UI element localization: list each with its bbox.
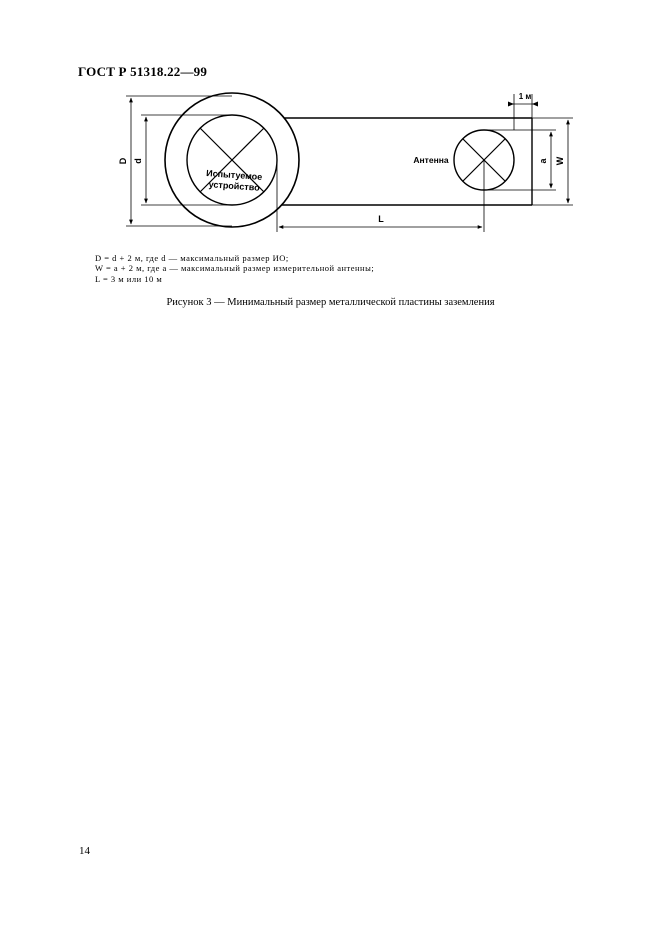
note-line: L = 3 м или 10 м: [95, 273, 163, 284]
label-device-1: Испытуемое: [205, 168, 263, 182]
label-antenna: Антенна: [413, 155, 449, 165]
ground-plane-figure: [0, 0, 661, 260]
label-a: a: [538, 158, 548, 164]
label-1m: 1 м: [518, 92, 532, 101]
label-device-2: устройство: [208, 179, 261, 193]
note-line: W = a + 2 м, где a — максимальный размер измерительной антенны;: [95, 263, 375, 274]
label-L: L: [378, 214, 384, 224]
page-number: 14: [79, 845, 90, 857]
figure-caption: Рисунок 3 — Минимальный размер металлической пластины заземления: [166, 297, 495, 308]
label-d: d: [133, 158, 143, 164]
label-W: W: [555, 156, 565, 166]
note-line: D = d + 2 м, где d — максимальный размер ИО;: [95, 253, 289, 263]
document-header: ГОСТ Р 51318.22—99: [78, 64, 208, 79]
label-D: D: [118, 157, 128, 165]
figure-notes: [95, 253, 374, 284]
